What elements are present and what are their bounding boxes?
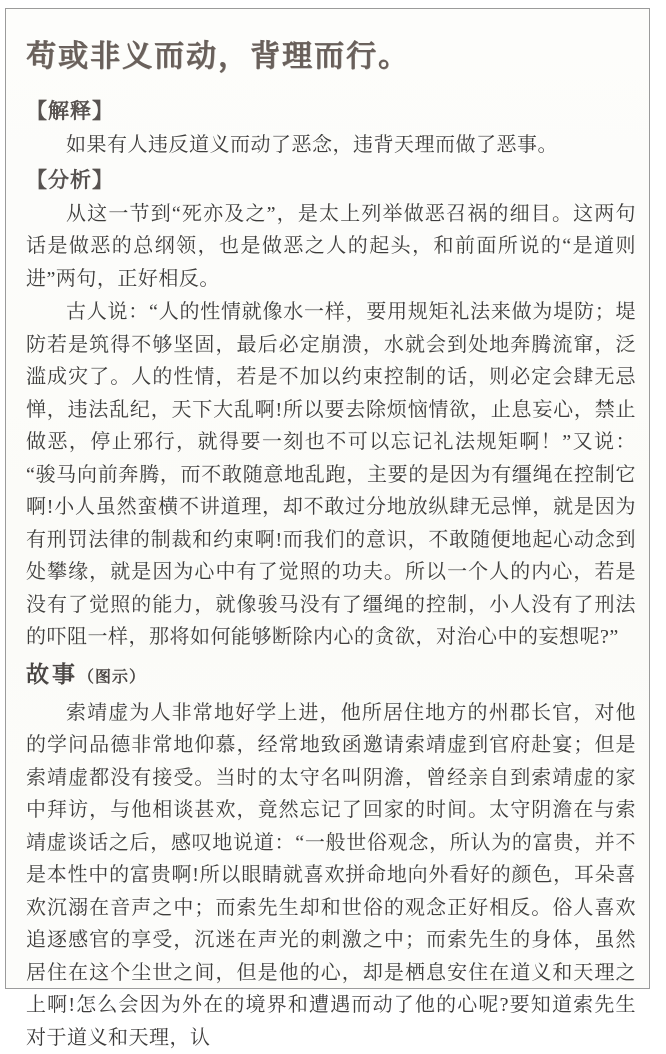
page-title: 苟或非义而动，背理而行。 [26, 31, 636, 75]
story-heading-label: 故事 [26, 662, 78, 687]
section-label-explanation: 【解释】 [26, 95, 636, 127]
story-heading [26, 658, 636, 695]
analysis-paragraph-2: 古人说：“人的性情就像水一样，要用规矩礼法来做为堤防；堤防若是筑得不够坚固，最后必定崩溃，水就会到处地奔腾流窜，泛滥成灾了。人的性情，若是不加以约束控制的话，则必定会肆无忌惮，违法乱纪，天下大乱啊!所以要去除烦恼情欲，止息妄心，禁止做恶，停止邪行，就得要一刻也不可以忘记礼法规矩啊！”又说：“骏马向前奔腾，而不敢随意地乱跑，主要的是因为有缰绳在控制它啊!小人虽然蛮横不讲道理，却不敢过分地放纵肆无忌惮，就是因为有刑罚法律的制裁和约束啊!而我们的意识，不敢随便地起心动念到处攀缘，就是因为心中有了觉照的功夫。所以一个人的内心，若是没有了觉照的能力，就像骏马没有了缰绳的控制，小人没有了刑法的吓阻一样，那将如何能够断除内心的贪欲，对治心中的妄想呢?” [26, 296, 636, 654]
book-page [5, 8, 650, 989]
section-label-analysis: 【分析】 [26, 164, 636, 196]
analysis-paragraph-1: 从这一节到“死亦及之”，是太上列举做恶召祸的细目。这两句话是做恶的总纲领，也是做恶之人的起头，和前面所说的“是道则进”两句，正好相反。 [26, 198, 636, 296]
story-heading-note: （图示） [78, 669, 146, 686]
story-paragraph-1: 索靖虚为人非常地好学上进，他所居住地方的州郡长官，对他的学问品德非常地仰慕，经常地致函邀请索靖虚到官府赴宴；但是索靖虚都没有接受。当时的太守名叫阴澹，曾经亲自到索靖虚的家中拜访，与他相谈甚欢，竟然忘记了回家的时间。太守阴澹在与索靖虚谈话之后，感叹地说道：“一般世俗观念，所认为的富贵，并不是本性中的富贵啊!所以眼睛就喜欢拼命地向外看好的颜色，耳朵喜欢沉溺在音声之中；而索先生却和世俗的观念正好相反。俗人喜欢追逐感官的享受，沉迷在声光的刺激之中；而索先生的身体，虽然居住在这个尘世之间，但是他的心，却是栖息安住在道义和天理之上啊!怎么会因为外在的境界和遭遇而动了他的心呢?要知道索先生对于道义和天理，认 [26, 697, 636, 1054]
explanation-paragraph: 如果有人违反道义而动了恶念，违背天理而做了恶事。 [26, 129, 636, 162]
